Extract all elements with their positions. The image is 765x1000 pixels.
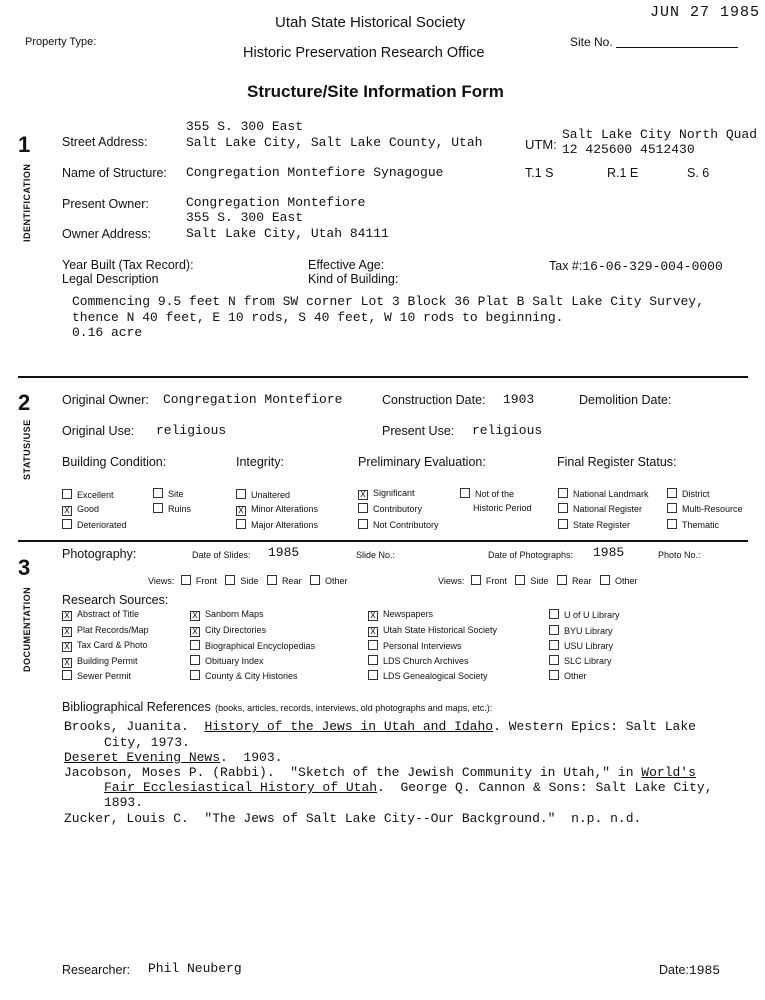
checkbox[interactable] (62, 489, 72, 499)
present-use-value: religious (472, 423, 543, 438)
date-of-slides-value: 1985 (268, 545, 300, 560)
range: R.1 E (607, 166, 639, 180)
integrity-unaltered[interactable]: Unaltered (236, 489, 290, 500)
checkbox[interactable] (558, 519, 568, 529)
source-byu-library[interactable]: BYU Library (549, 625, 613, 636)
photography-label: Photography: (62, 547, 137, 561)
tax-number-label: Tax #: (549, 259, 583, 273)
original-use-value: religious (156, 423, 227, 438)
checkbox[interactable] (153, 503, 163, 513)
society-title: Utah State Historical Society (275, 14, 466, 31)
checkbox[interactable] (368, 670, 378, 680)
section-3-number: 3 (18, 555, 31, 580)
present-owner-line1: Congregation Montefiore (186, 195, 366, 210)
site-no-label: Site No. (570, 35, 613, 49)
section-2-number: 2 (18, 390, 31, 415)
section-number: S. 6 (687, 166, 710, 180)
bibliography-heading (62, 698, 492, 716)
owner-address-label: Owner Address: (62, 227, 151, 241)
checkbox[interactable] (667, 519, 677, 529)
reference-title: Fair Ecclesiastical History of Utah (104, 780, 378, 795)
checkbox[interactable] (460, 488, 470, 498)
reference-4: Zucker, Louis C. "The Jews of Salt Lake City--Our Background." n.p. n.d. (64, 811, 642, 826)
checkbox[interactable] (190, 670, 200, 680)
source-usu-library[interactable]: USU Library (549, 640, 613, 651)
reference-title: World's (641, 765, 696, 780)
final-state-register[interactable]: State Register (558, 519, 630, 530)
reference-3: Jacobson, Moses P. (Rabbi). "Sketch of the Jewish Community in Utah," in World's (64, 765, 696, 780)
property-type-label: Property Type: (25, 36, 97, 48)
tax-number (549, 257, 723, 275)
source-u-of-u-library[interactable]: U of U Library (549, 609, 620, 620)
checkbox[interactable] (549, 655, 559, 665)
checkbox[interactable] (181, 575, 191, 585)
street-address-line2: Salt Lake City, Salt Lake County, Utah (186, 135, 483, 150)
final-district[interactable]: District (667, 488, 710, 499)
final-thematic[interactable]: Thematic (667, 519, 719, 530)
integrity-head: Integrity: (236, 455, 284, 469)
checkbox[interactable] (558, 488, 568, 498)
checkbox[interactable] (368, 655, 378, 665)
reference-1-cont: City, 1973. (104, 735, 190, 750)
checkbox[interactable]: X (62, 506, 72, 516)
section-divider-1 (18, 376, 748, 378)
kind-of-building-label: Kind of Building: (308, 272, 399, 286)
legal-description-line1: Commencing 9.5 feet N from SW corner Lot 3 Block 36 Plat B Salt Lake City Survey, (72, 294, 704, 309)
condition-deteriorated[interactable]: Deteriorated (62, 519, 127, 530)
checkbox[interactable] (153, 488, 163, 498)
utm-line1: Salt Lake City North Quad (562, 127, 758, 142)
checkbox[interactable]: X (368, 611, 378, 621)
prelim-historic-period: Historic Period (473, 503, 532, 513)
original-owner-label: Original Owner: (62, 393, 149, 407)
checkbox[interactable] (358, 519, 368, 529)
checkbox[interactable]: X (190, 611, 200, 621)
checkbox[interactable]: X (368, 627, 378, 637)
preliminary-evaluation-head: Preliminary Evaluation: (358, 455, 486, 469)
reference-3-cont: Fair Ecclesiastical History of Utah. George Q. Cannon & Sons: Salt Lake City, (104, 780, 713, 795)
checkbox[interactable] (667, 503, 677, 513)
date-stamp: JUN 27 1985 (650, 4, 761, 21)
checkbox[interactable] (549, 609, 559, 619)
effective-age-label: Effective Age: (308, 258, 385, 272)
checkbox[interactable] (236, 519, 246, 529)
research-sources-label: Research Sources: (62, 593, 169, 607)
utm-line2: 12 425600 4512430 (562, 142, 695, 157)
condition-site[interactable]: Site (153, 488, 184, 499)
source-newspapers[interactable]: X Newspapers (368, 609, 433, 621)
checkbox[interactable]: X (236, 506, 246, 516)
source-utah-state-historical-society[interactable]: X Utah State Historical Society (368, 625, 497, 637)
checkbox[interactable] (190, 655, 200, 665)
section-1-number: 1 (18, 132, 31, 157)
final-multi-resource[interactable]: Multi-Resource (667, 503, 743, 514)
source-city-directories[interactable]: X City Directories (190, 625, 266, 637)
bibliography-label: Bibliographical References (62, 700, 211, 714)
source-biographical-encyclopedias[interactable]: Biographical Encyclopedias (190, 640, 315, 651)
checkbox[interactable]: X (62, 611, 72, 621)
present-owner-label: Present Owner: (62, 197, 149, 211)
checkbox[interactable] (471, 575, 481, 585)
checkbox[interactable]: X (62, 658, 72, 668)
condition-ruins[interactable]: Ruins (153, 503, 191, 514)
street-address-line1: 355 S. 300 East (186, 119, 304, 134)
checkbox[interactable]: X (62, 642, 72, 652)
prelim-not-contributory[interactable]: Not Contributory (358, 519, 439, 530)
checkbox[interactable] (549, 625, 559, 635)
source-tax-card[interactable]: X Tax Card & Photo (62, 640, 148, 652)
bibliography-note: (books, articles, records, interviews, old photographs and maps, etc.): (215, 703, 493, 713)
checkbox[interactable] (225, 575, 235, 585)
checkbox[interactable] (267, 575, 277, 585)
checkbox[interactable] (515, 575, 525, 585)
final-national-landmark[interactable]: National Landmark (558, 488, 649, 499)
photo-no-label: Photo No.: (658, 550, 701, 560)
section-1-tag: IDENTIFICATION (22, 163, 32, 242)
demolition-date-label: Demolition Date: (579, 393, 672, 407)
checkbox[interactable] (62, 519, 72, 529)
reference-1: Brooks, Juanita. History of the Jews in Utah and Idaho. Western Epics: Salt Lake (64, 719, 696, 734)
legal-description-label: Legal Description (62, 272, 159, 286)
checkbox[interactable] (549, 670, 559, 680)
slide-no-label: Slide No.: (356, 550, 396, 560)
township: T.1 S (525, 166, 554, 180)
checkbox[interactable] (368, 640, 378, 650)
source-building-permit[interactable]: X Building Permit (62, 656, 138, 668)
legal-description-line2: thence N 40 feet, E 10 rods, S 40 feet, W 10 rods to beginning. (72, 310, 564, 325)
site-no-blank[interactable] (616, 37, 738, 48)
street-address-label: Street Address: (62, 135, 148, 149)
date-label: Date: (659, 963, 689, 977)
researcher-value: Phil Neuberg (148, 961, 242, 976)
reference-3-year: 1893. (104, 795, 144, 810)
checkbox[interactable] (557, 575, 567, 585)
owner-address-value: Salt Lake City, Utah 84111 (186, 226, 389, 241)
original-use-label: Original Use: (62, 424, 135, 438)
present-owner-line2: 355 S. 300 East (186, 210, 304, 225)
date-field (659, 961, 720, 979)
reference-title: Deseret Evening News (64, 750, 221, 765)
year-built-label: Year Built (Tax Record): (62, 258, 194, 272)
original-owner-value: Congregation Montefiore (163, 392, 343, 407)
form-title: Structure/Site Information Form (247, 82, 504, 101)
prelim-contributory[interactable]: Contributory (358, 503, 422, 514)
construction-date-label: Construction Date: (382, 393, 486, 407)
checkbox[interactable]: X (358, 490, 368, 500)
checkbox[interactable] (558, 503, 568, 513)
researcher-label: Researcher: (62, 963, 131, 977)
section-3-tag: DOCUMENTATION (22, 586, 32, 672)
date-value: 1985 (688, 963, 721, 978)
checkbox[interactable] (62, 670, 72, 680)
slides-views: Views: Front Side Rear Other (148, 576, 348, 586)
checkbox[interactable] (358, 503, 368, 513)
utm-label: UTM: (525, 137, 557, 152)
date-of-photographs-value: 1985 (593, 545, 625, 560)
construction-date-value: 1903 (503, 392, 535, 407)
checkbox[interactable] (549, 640, 559, 650)
integrity-minor[interactable]: X Minor Alterations (236, 504, 318, 516)
source-sanborn-maps[interactable]: X Sanborn Maps (190, 609, 264, 621)
legal-description-line3: 0.16 acre (72, 325, 143, 340)
structure-name-value: Congregation Montefiore Synagogue (186, 165, 444, 180)
final-national-register[interactable]: National Register (558, 503, 642, 514)
source-lds-church-archives[interactable]: LDS Church Archives (368, 655, 469, 666)
source-county-city-histories[interactable]: County & City Histories (190, 670, 298, 681)
building-condition-head: Building Condition: (62, 455, 167, 469)
prelim-significant[interactable]: X Significant (358, 488, 415, 500)
source-plat-records[interactable]: X Plat Records/Map (62, 625, 149, 637)
section-2-tag: STATUS/USE (22, 419, 32, 480)
checkbox[interactable] (190, 640, 200, 650)
prelim-not-of-the[interactable]: Not of the (460, 488, 514, 499)
checkbox[interactable] (310, 575, 320, 585)
source-other[interactable]: Other (549, 670, 587, 681)
checkbox[interactable] (667, 488, 677, 498)
source-personal-interviews[interactable]: Personal Interviews (368, 640, 462, 651)
source-sewer-permit[interactable]: Sewer Permit (62, 670, 131, 681)
checkbox[interactable] (600, 575, 610, 585)
office-title: Historic Preservation Research Office (243, 45, 485, 61)
condition-good[interactable]: X Good (62, 504, 99, 516)
condition-excellent[interactable]: Excellent (62, 489, 114, 500)
present-use-label: Present Use: (382, 424, 455, 438)
date-of-slides-label: Date of Slides: (192, 550, 251, 560)
source-abstract-of-title[interactable]: X Abstract of Title (62, 609, 139, 621)
source-lds-genealogical-society[interactable]: LDS Genealogical Society (368, 670, 488, 681)
source-obituary-index[interactable]: Obituary Index (190, 655, 264, 666)
photo-views: Views: Front Side Rear Other (438, 576, 638, 586)
source-slc-library[interactable]: SLC Library (549, 655, 612, 666)
final-register-head: Final Register Status: (557, 455, 677, 469)
checkbox[interactable] (236, 489, 246, 499)
checkbox[interactable]: X (190, 627, 200, 637)
section-divider-2 (18, 540, 748, 542)
integrity-major[interactable]: Major Alterations (236, 519, 318, 530)
reference-title: History of the Jews in Utah and Idaho (204, 719, 494, 734)
tax-number-value: 16-06-329-004-0000 (582, 259, 723, 274)
site-no-field (570, 35, 738, 49)
reference-2: Deseret Evening News. 1903. (64, 750, 283, 765)
checkbox[interactable]: X (62, 627, 72, 637)
date-of-photographs-label: Date of Photographs: (488, 550, 574, 560)
structure-name-label: Name of Structure: (62, 166, 167, 180)
